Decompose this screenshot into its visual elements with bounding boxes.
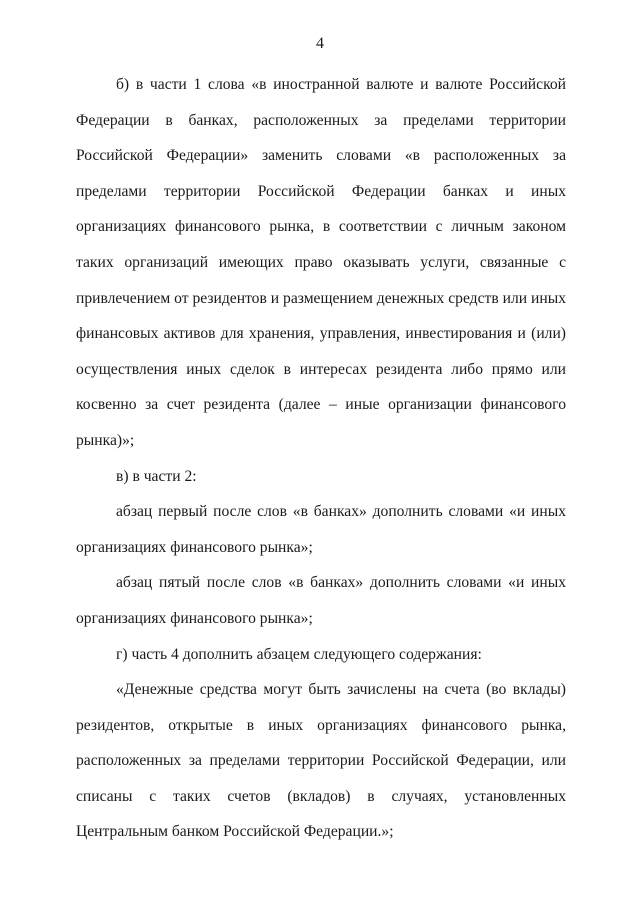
page-number: 4 xyxy=(316,35,324,52)
paragraph-v-part-2: в) в части 2: xyxy=(116,467,197,485)
paragraph-quoted-addition: «Денежные средства могут быть зачислены на счета (во вклады) резидентов, открытые в иных организациях финансового рынка, расположенных за пределами территории Российской Федерации, или списаны с таких счетов (вкладов) в случаях, установленных Центральным банком Российской Федерации.»; xyxy=(76,681,566,841)
paragraph-first-abzac: абзац первый после слов «в банках» дополнить словами «и иных организациях финансового рынка»; xyxy=(76,503,566,556)
paragraph-fifth-abzac: абзац пятый после слов «в банках» дополнить словами «и иных организациях финансового рынка»; xyxy=(76,574,566,627)
document-body xyxy=(76,67,566,850)
paragraph-g-part-4: г) часть 4 дополнить абзацем следующего содержания: xyxy=(116,645,482,663)
paragraph-b-part-1: б) в части 1 слова «в иностранной валюте и валюте Российской Федерации в банках, расположенных за пределами территории Российской Федерации» заменить словами «в расположенных за пределами территории Российской Федерации банках и иных организациях финансового рынка, в соответствии с личным законом таких организаций имеющих право оказывать услуги, связанные с привлечением от резидентов и размещением денежных средств или иных финансовых активов для хранения, управления, инвестирования и (или) осуществления иных сделок в интересах резидента либо прямо или косвенно за счет резидента (далее – иные организации финансового рынка)»; xyxy=(76,76,566,449)
